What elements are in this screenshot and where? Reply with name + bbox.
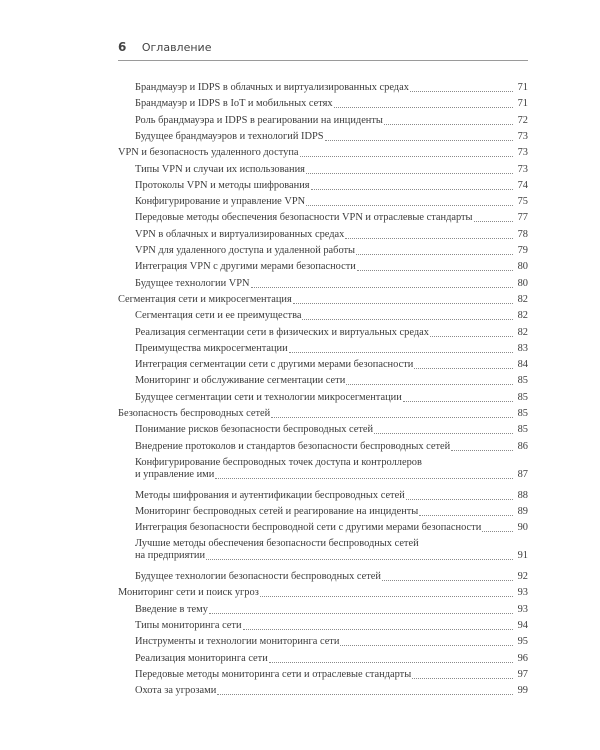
entry-title: Лучшие методы обеспечения безопасности беспроводных сетей	[135, 538, 419, 550]
entry-page: 96	[517, 652, 528, 664]
running-header	[118, 40, 211, 54]
entry-page: 85	[517, 375, 528, 387]
entry-page: 80	[517, 261, 528, 273]
entry-title: Протоколы VPN и методы шифрования	[135, 179, 310, 191]
entry-title: Внедрение протоколов и стандартов безопасности беспроводных сетей	[135, 440, 451, 452]
toc-section	[118, 294, 528, 306]
dot-leader	[482, 531, 513, 532]
dot-leader	[300, 156, 513, 157]
entry-page: 82	[517, 326, 528, 338]
dot-leader	[406, 499, 513, 500]
entry-page: 93	[517, 587, 528, 599]
entry-title: Конфигурирование беспроводных точек доступа и контроллеров	[135, 456, 422, 468]
dot-leader	[209, 613, 513, 614]
toc-entry	[135, 620, 528, 632]
entry-title: Мониторинг сети и поиск угроз	[118, 587, 259, 599]
toc-entry	[135, 685, 528, 697]
entry-title: VPN для удаленного доступа и удаленной работы	[135, 245, 356, 256]
entry-page: 72	[517, 114, 528, 126]
entry-title: Будущее сегментации сети и технологии микросегментации	[135, 391, 402, 403]
dot-leader	[345, 238, 513, 239]
toc-entry	[135, 392, 528, 404]
entry-line	[135, 550, 528, 562]
header-rule	[118, 60, 528, 61]
dot-leader	[357, 270, 513, 271]
entry-page: 83	[517, 342, 528, 354]
toc-entry	[135, 522, 528, 534]
dot-leader	[414, 368, 513, 369]
entry-page: 88	[517, 489, 528, 501]
entry-page: 91	[517, 550, 528, 562]
dot-leader	[271, 417, 513, 418]
dot-leader	[243, 629, 513, 630]
entry-title: Брандмауэр и IDPS в IoT и мобильных сетях	[135, 98, 333, 110]
entry-title: Интеграция VPN с другими мерами безопасности	[135, 261, 356, 273]
dot-leader	[311, 189, 513, 190]
entry-page: 71	[517, 98, 528, 110]
toc-entry	[135, 98, 528, 110]
toc-entry	[135, 538, 528, 562]
entry-page: 82	[517, 293, 528, 305]
entry-title: Введение в тему	[135, 603, 208, 615]
toc-entry	[135, 261, 528, 273]
dot-leader	[206, 559, 513, 560]
toc-entry	[135, 229, 528, 241]
toc-section	[118, 587, 528, 599]
entry-page: 87	[517, 468, 528, 480]
toc-entry	[135, 212, 528, 224]
toc-entry	[135, 490, 528, 502]
entry-title: Охота за угрозами	[135, 685, 217, 697]
dot-leader	[293, 303, 513, 304]
dot-leader	[356, 254, 513, 255]
dot-leader	[384, 124, 513, 125]
toc-entry	[135, 343, 528, 355]
dot-leader	[403, 401, 513, 402]
entry-title: Интеграция сегментации сети с другими мерами безопасности	[135, 359, 414, 371]
entry-title: Конфигурирование и управление VPN	[135, 196, 306, 208]
toc-entry	[135, 164, 528, 176]
entry-page: 73	[517, 130, 528, 142]
entry-title: Будущее технологии безопасности беспроводных сетей	[135, 571, 381, 582]
toc-entry	[135, 82, 528, 94]
dot-leader	[251, 287, 513, 288]
dot-leader	[419, 515, 513, 516]
dot-leader	[430, 336, 513, 337]
entry-title: Типы мониторинга сети	[135, 619, 242, 631]
entry-title: VPN в облачных и виртуализированных средах	[135, 228, 345, 240]
dot-leader	[325, 140, 513, 141]
dot-leader	[269, 662, 513, 663]
dot-leader	[217, 694, 513, 695]
running-title: Оглавление	[141, 41, 212, 54]
toc-entry	[135, 669, 528, 681]
entry-page: 93	[517, 603, 528, 615]
toc-entry	[135, 359, 528, 371]
entry-page: 95	[517, 636, 528, 648]
dot-leader	[410, 91, 513, 92]
toc-entry	[135, 196, 528, 208]
toc-entry	[135, 180, 528, 192]
entry-title-cont: и управление ими	[135, 468, 215, 480]
dot-leader	[451, 450, 513, 451]
toc-entry	[135, 604, 528, 616]
toc-entry	[135, 310, 528, 322]
entry-title: Роль брандмауэра и IDPS в реагировании на инциденты	[135, 114, 383, 126]
toc-entry	[135, 115, 528, 127]
entry-page: 94	[517, 619, 528, 631]
entry-page: 82	[517, 310, 528, 322]
dot-leader	[374, 433, 513, 434]
dot-leader	[346, 384, 513, 385]
entry-page: 73	[517, 163, 528, 175]
entry-title: Преимущества микросегментации	[135, 342, 288, 354]
dot-leader	[340, 645, 513, 646]
dot-leader	[382, 580, 513, 581]
toc-entry	[135, 424, 528, 436]
entry-title: Понимание рисков безопасности беспроводных сетей	[135, 424, 374, 436]
dot-leader	[289, 352, 513, 353]
entry-title: VPN и безопасность удаленного доступа	[118, 147, 299, 159]
entry-title: Интеграция безопасности беспроводной сети с другими мерами безопасности	[135, 522, 482, 534]
dot-leader	[215, 478, 513, 479]
entry-page: 90	[517, 522, 528, 534]
entry-title: Реализация мониторинга сети	[135, 652, 268, 664]
entry-title: Безопасность беспроводных сетей	[118, 408, 271, 419]
entry-page: 85	[517, 408, 528, 419]
dot-leader	[334, 107, 513, 108]
entry-title: Методы шифрования и аутентификации беспроводных сетей	[135, 489, 405, 501]
entry-page: 85	[517, 391, 528, 403]
dot-leader	[412, 678, 513, 679]
dot-leader	[306, 173, 513, 174]
entry-page: 74	[517, 179, 528, 191]
toc-entry	[135, 457, 528, 481]
entry-title-cont: на предприятии	[135, 550, 206, 562]
entry-title: Инструменты и технологии мониторинга сети	[135, 636, 340, 648]
entry-title: Будущее технологии VPN	[135, 277, 250, 289]
dot-leader	[474, 221, 513, 222]
entry-title: Передовые методы мониторинга сети и отраслевые стандарты	[135, 668, 412, 680]
toc-section	[118, 147, 528, 159]
entry-title: Типы VPN и случаи их использования	[135, 163, 305, 175]
entry-title: Сегментация сети и ее преимущества	[135, 310, 302, 322]
toc-entry	[135, 278, 528, 290]
toc-section	[118, 408, 528, 420]
entry-title: Брандмауэр и IDPS в облачных и виртуализированных средах	[135, 82, 409, 93]
dot-leader	[302, 319, 513, 320]
entry-page: 92	[517, 571, 528, 582]
toc-entry	[135, 506, 528, 518]
entry-title: Передовые методы обеспечения безопасности VPN и отраслевые стандарты	[135, 212, 473, 224]
entry-page: 97	[517, 668, 528, 680]
entry-page: 79	[517, 245, 528, 256]
entry-page: 99	[517, 685, 528, 697]
dot-leader	[306, 205, 513, 206]
entry-page: 73	[517, 147, 528, 159]
toc-entry	[135, 327, 528, 339]
entry-title: Реализация сегментации сети в физических и виртуальных средах	[135, 326, 429, 338]
entry-page: 85	[517, 424, 528, 436]
entry-page: 86	[517, 440, 528, 452]
toc-entry	[135, 636, 528, 648]
entry-page: 75	[517, 196, 528, 208]
entry-title: Будущее брандмауэров и технологий IDPS	[135, 130, 324, 142]
entry-line	[135, 469, 528, 481]
entry-title: Мониторинг беспроводных сетей и реагирование на инциденты	[135, 505, 419, 517]
dot-leader	[260, 596, 513, 597]
entry-page: 84	[517, 359, 528, 371]
entry-page: 80	[517, 277, 528, 289]
entry-title: Мониторинг и обслуживание сегментации сети	[135, 375, 346, 387]
toc-entry	[135, 375, 528, 387]
toc-entry	[135, 653, 528, 665]
toc-entry	[135, 245, 528, 257]
entry-page: 78	[517, 228, 528, 240]
toc-entry	[135, 571, 528, 583]
entry-page: 77	[517, 212, 528, 224]
entry-page: 71	[517, 82, 528, 93]
page-number: 6	[118, 40, 127, 54]
entry-page: 89	[517, 505, 528, 517]
toc-entry	[135, 131, 528, 143]
entry-title: Сегментация сети и микросегментация	[118, 293, 292, 305]
toc-entry	[135, 441, 528, 453]
